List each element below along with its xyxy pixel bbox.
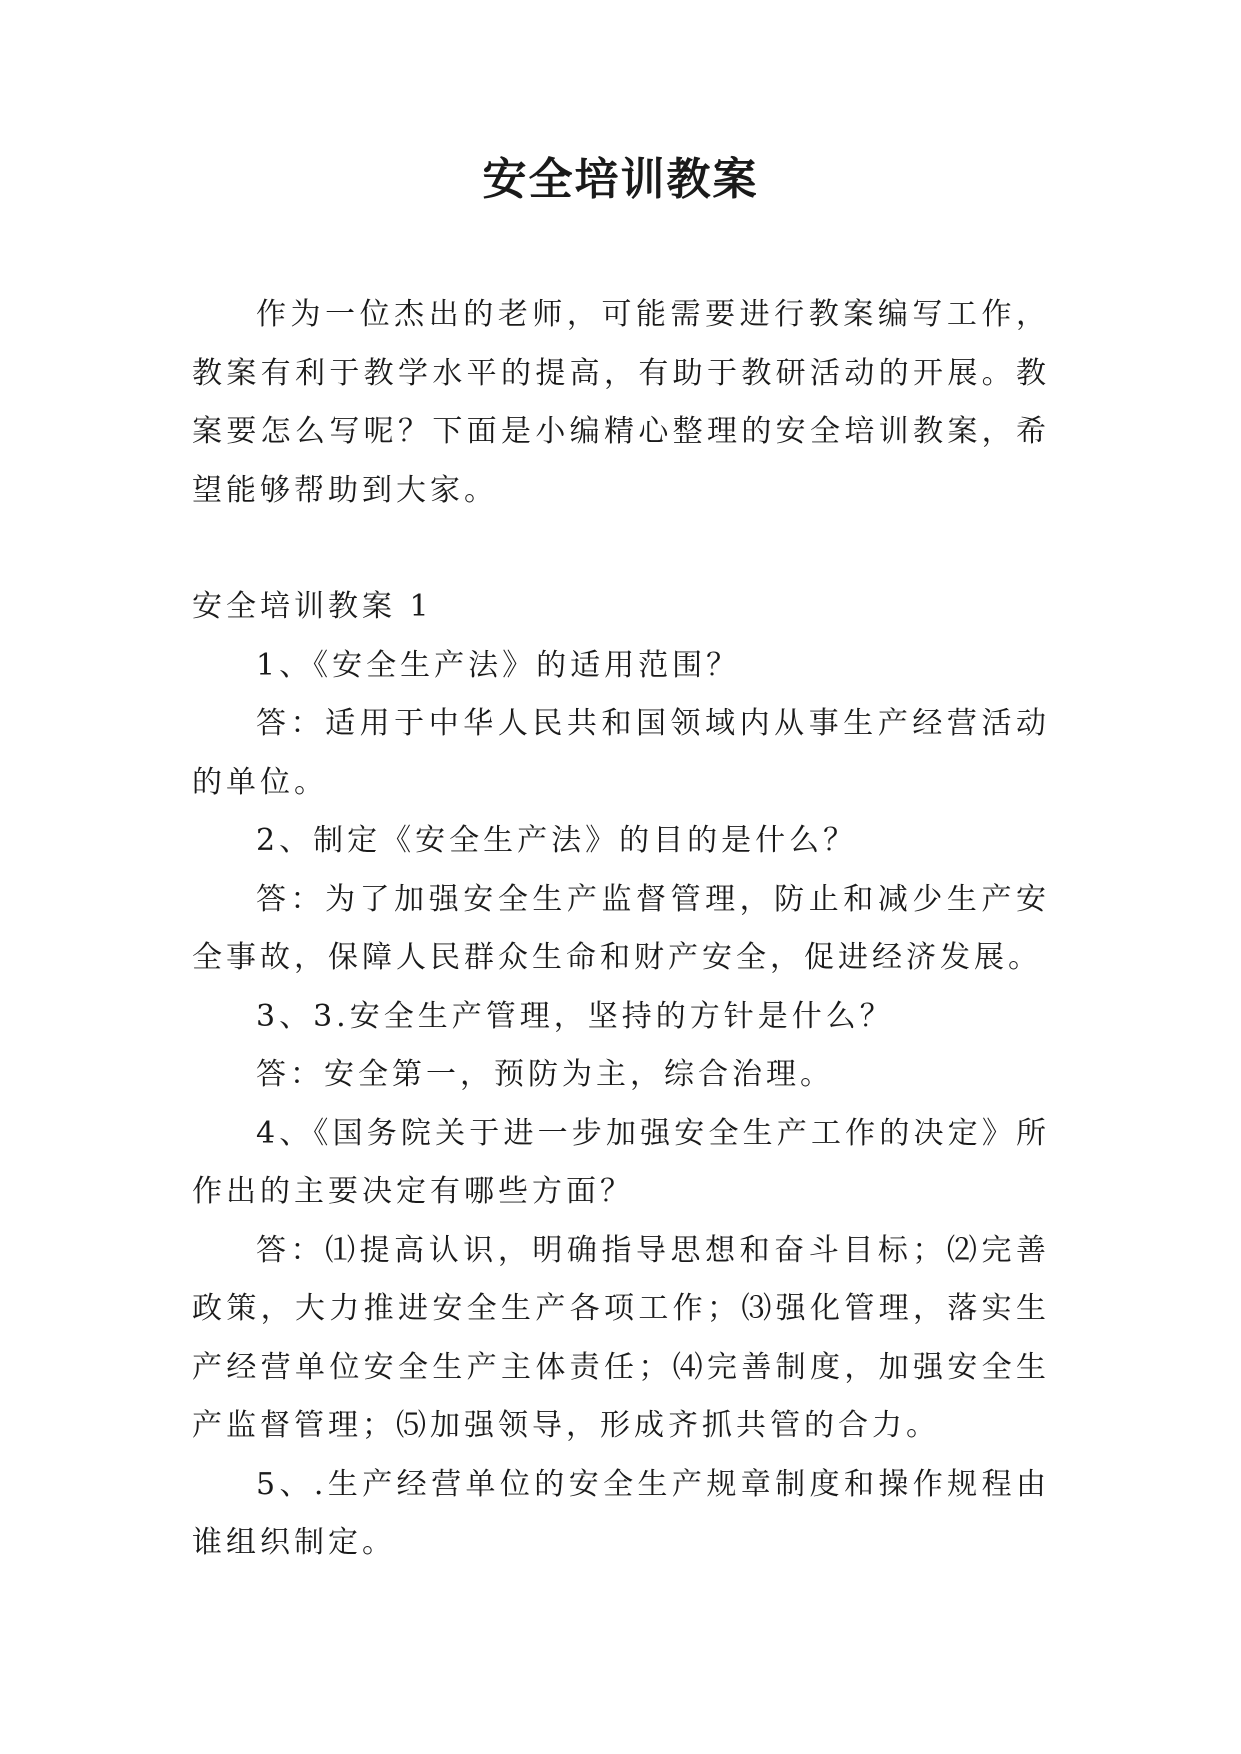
question-4: 4、《国务院关于进一步加强安全生产工作的决定》所作出的主要决定有哪些方面？ xyxy=(192,1115,1050,1209)
answer-4: 答：⑴提高认识，明确指导思想和奋斗目标；⑵完善政策，大力推进安全生产各项工作；⑶强化管理，落实生产经营单位安全生产主体责任；⑷完善制度，加强安全生产监督管理；⑸加强领导，形成齐抓共管的合力。 xyxy=(192,1232,1050,1443)
question-2: 2、制定《安全生产法》的目的是什么？ xyxy=(256,823,858,858)
document-title: 安全培训教案 xyxy=(482,154,759,205)
intro-paragraph: 作为一位杰出的老师，可能需要进行教案编写工作，教案有利于教学水平的提高，有助于教研活动的开展。教案要怎么写呢？下面是小编精心整理的安全培训教案，希望能够帮助到大家。 xyxy=(192,297,1050,508)
question-5: 5、.生产经营单位的安全生产规章制度和操作规程由谁组织制定。 xyxy=(192,1466,1050,1560)
answer-1: 答：适用于中华人民共和国领域内从事生产经营活动的单位。 xyxy=(192,706,1050,800)
section-heading: 安全培训教案 1 xyxy=(192,589,433,624)
answer-3: 答：安全第一，预防为主，综合治理。 xyxy=(256,1057,834,1092)
question-1: 1、《安全生产法》的适用范围？ xyxy=(256,647,741,683)
document-body xyxy=(192,286,1050,1573)
answer-2: 答：为了加强安全生产监督管理，防止和减少生产安全事故，保障人民群众生命和财产安全，促进经济发展。 xyxy=(192,881,1050,975)
question-3: 3、3.安全生产管理，坚持的方针是什么？ xyxy=(256,998,894,1034)
